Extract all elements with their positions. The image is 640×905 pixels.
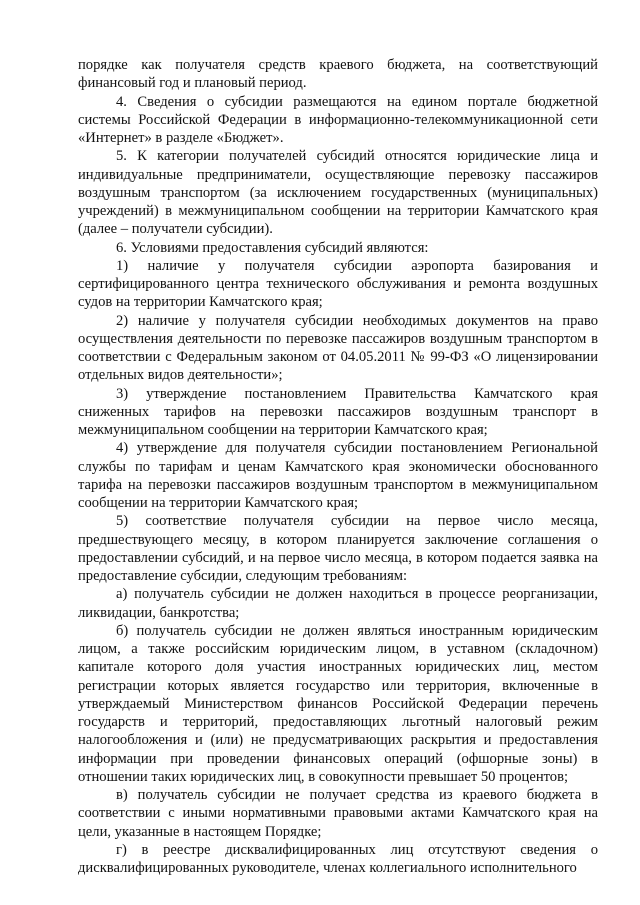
condition-3: 3) утверждение постановлением Правительства Камчатского края сниженных тарифов на перевозки пассажиров воздушным транспорт в межмуниципальном сообщении на территории Камчатского края; bbox=[78, 385, 598, 438]
requirement-g: г) в реестре дисквалифицированных лиц отсутствуют сведения о дисквалифицированных руководителе, членах коллегиального исполнительного bbox=[78, 841, 598, 876]
condition-1: 1) наличие у получателя субсидии аэропорта базирования и сертифицированного центра технического обслуживания и ремонта воздушных судов на территории Камчатского края; bbox=[78, 257, 598, 311]
requirement-a: а) получатель субсидии не должен находиться в процессе реорганизации, ликвидации, банкротства; bbox=[78, 586, 598, 621]
requirement-v: в) получатель субсидии не получает средства из краевого бюджета в соответствии с иными нормативными правовыми актами Камчатского края на цели, указанные в настоящем Порядке; bbox=[78, 787, 598, 840]
condition-5: 5) соответствие получателя субсидии на первое число месяца, предшествующего месяцу, в котором планируется заключение соглашения о предоставлении субсидий, и на первое число месяца, в котором подается заявка на предоставление субсидии, следующим требованиям: bbox=[78, 513, 598, 584]
condition-2: 2) наличие у получателя субсидии необходимых документов на право осуществления деятельности по перевозке пассажиров воздушным транспортом в соответствии с Федеральным законом от 04.05.2011 № 99-ФЗ «О лицензировании отдельных видов деятельности»; bbox=[78, 312, 598, 384]
requirement-b: б) получатель субсидии не должен являться иностранным юридическим лицом, а также российским юридическим лицом, в уставном (складочном) капитале которого доля участия иностранных юридических лиц, местом регистрации которых является государство или территория, включенные в утверждаемый Министерством финансов Российской Федерации перечень государств и территорий, предоставляющих льготный налоговый режим налогообложения и (или) не предусматривающих раскрытия и предоставления информации при проведении финансовых операций (офшорные зоны) в отношении таких юридических лиц, в совокупности превышает 50 процентов; bbox=[78, 622, 598, 785]
paragraph-continuation: порядке как получателя средств краевого бюджета, на соответствующий финансовый год и плановый период. bbox=[78, 57, 598, 92]
paragraph-item-5: 5. К категории получателей субсидий относятся юридические лица и индивидуальные предприниматели, осуществляющие перевозку пассажиров воздушным транспортом (за исключением государственных (муниципальных) учреждений) в межмуниципальном сообщении на территории Камчатского края (далее – получатели субсидии). bbox=[78, 148, 598, 238]
paragraph-item-4: 4. Сведения о субсидии размещаются на едином портале бюджетной системы Российской Федерации в информационно-телекоммуникационной сети «Интернет» в разделе «Бюджет». bbox=[78, 93, 598, 146]
condition-4: 4) утверждение для получателя субсидии постановлением Региональной службы по тарифам и ценам Камчатского края экономически обоснованного тарифа на перевозки пассажиров воздушным транспортом в межмуниципальном сообщении на территории Камчатского края; bbox=[78, 440, 598, 511]
paragraph-item-6: 6. Условиями предоставления субсидий являются: bbox=[116, 239, 429, 256]
